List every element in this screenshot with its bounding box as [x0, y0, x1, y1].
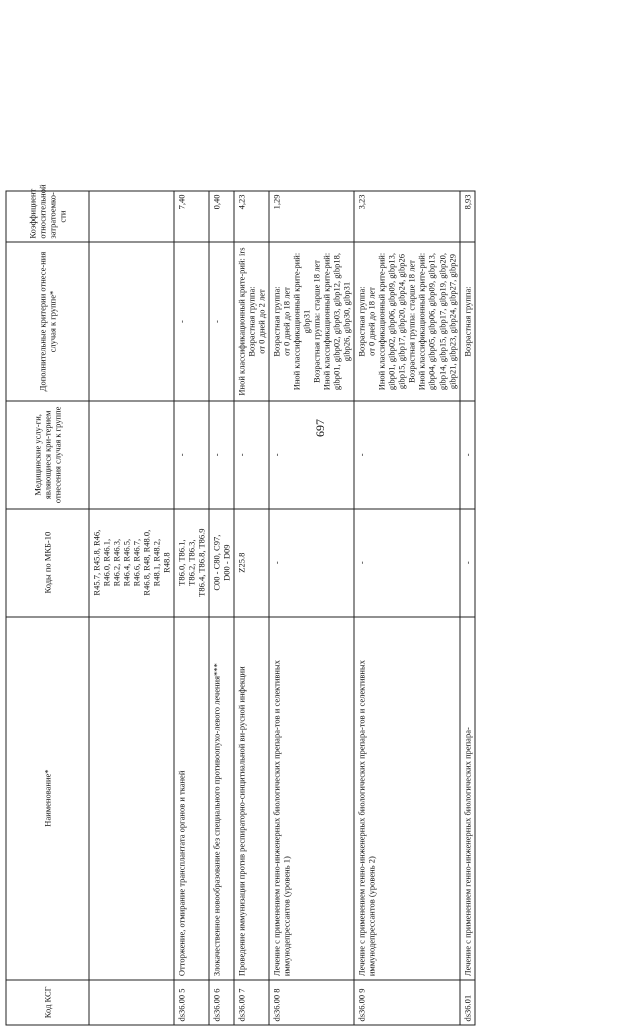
criteria-cell [354, 242, 459, 401]
mkb-code-line: R46.0, R46.1, [101, 538, 112, 587]
criteria-line: Возрастная группа: [462, 286, 473, 357]
ksg-table [6, 184, 476, 1026]
table-row [354, 191, 459, 1025]
criteria-cell [89, 242, 174, 401]
mkb-code-line: C00 - C80, C97, [211, 534, 222, 591]
mkb-code-line: D00 - D09 [221, 544, 232, 581]
mkb-code-line: R46.4, R46.5, [121, 538, 132, 587]
criteria-line: Возрастная группа: старше 18 лет [406, 260, 417, 383]
header-name: Наименование* [6, 617, 89, 980]
coefficient-cell [89, 191, 174, 242]
table-header-row [6, 191, 89, 1025]
criteria-cell [234, 242, 269, 401]
services-cell: - [354, 401, 459, 509]
ksg-code-cell [89, 980, 174, 1025]
mkb-codes-cell [460, 509, 475, 617]
criteria-cell [209, 242, 234, 401]
mkb-code-line: T86.4, T86.8, T86.9 [196, 528, 207, 597]
mkb-code-line: R46.2, R46.3, [111, 538, 122, 587]
mkb-codes-cell [174, 509, 209, 617]
mkb-codes-cell [234, 509, 269, 617]
ksg-code-cell: ds36.01 [460, 980, 475, 1025]
coefficient-cell: 4,23 [234, 191, 269, 242]
coefficient-cell: 3,23 [354, 191, 459, 242]
services-cell: - [234, 401, 269, 509]
ksg-name-cell: Лечение с применением генно-инженерных биологических препара-тов и селективных иммунодепрессантов (уровень 2) [354, 617, 459, 980]
ksg-name-cell: Злокачественное новообразование без специального противоопухо-левого лечения*** [209, 617, 234, 980]
header-criteria: Дополнительные критерии отнесе-ния случая к группе* [6, 242, 89, 401]
header-coefficient: Коэффициент относительной затратоемко-сти [6, 191, 89, 242]
ksg-name-cell: Отторжение, отмирание трансплантата органов и тканей [174, 617, 209, 980]
table-body [89, 191, 475, 1025]
criteria-line: от 0 дней до 18 лет [366, 287, 377, 356]
table-row [234, 191, 269, 1025]
coefficient-cell: 0,40 [209, 191, 234, 242]
criteria-line: - [176, 320, 187, 323]
mkb-codes-cell [209, 509, 234, 617]
table-row [269, 191, 354, 1025]
mkb-code-line: Z25.8 [236, 552, 247, 573]
services-cell: - [460, 401, 475, 509]
ksg-code-cell: ds36.00 6 [209, 980, 234, 1025]
criteria-line: - [211, 320, 222, 323]
coefficient-cell: 8,93 [460, 191, 475, 242]
ksg-name-cell [89, 617, 174, 980]
header-mkb: Коды по МКБ-10 [6, 509, 89, 617]
criteria-line: Возрастная группа: [356, 286, 367, 357]
criteria-cell [174, 242, 209, 401]
document-table-frame [6, 184, 566, 1026]
criteria-line: Возрастная группа: [271, 286, 282, 357]
criteria-cell [460, 242, 475, 401]
criteria-line: Иной классификационный крите-рий: gibp31 [291, 252, 312, 391]
table-row [460, 191, 475, 1025]
mkb-code-line: R46.6, R46.7, [131, 538, 142, 587]
mkb-code-line: - [356, 561, 367, 565]
mkb-codes-cell [269, 509, 354, 617]
mkb-code-line: R45.7, R45.8, R46, [91, 529, 102, 596]
criteria-line: Возрастная группа: старше 18 лет [311, 260, 322, 383]
services-cell: - [209, 401, 234, 509]
mkb-code-line: R48.1, R48.2, [151, 538, 162, 587]
criteria-line: от 0 дней до 2 лет [256, 289, 267, 354]
criteria-line: Возрастная группа: [246, 286, 257, 357]
mkb-code-line: R46.8, R48, R48.0, [141, 529, 152, 596]
criteria-line: Иной классификационный крите-рий: gibp04, gibp05, gibp06, gibp09, gibp13, gibp14, gibp15, gibp17, gibp19, gibp20, gibp21, gibp23, gibp24, gibp27, gibp29 [416, 252, 458, 391]
header-code: Код КСГ [6, 980, 89, 1025]
services-cell [89, 401, 174, 509]
coefficient-cell: 7,40 [174, 191, 209, 242]
ksg-code-cell: ds36.00 9 [354, 980, 459, 1025]
ksg-code-cell: ds36.00 8 [269, 980, 354, 1025]
criteria-line: Иной классификационный крите-рий: gibp01, gibp02, gibp03, gibp12, gibp18, gibp26, gibp30, gibp31 [321, 252, 352, 391]
ksg-name-cell: Проведение иммунизации против респираторно-синцитиальной ви-русной инфекции [234, 617, 269, 980]
ksg-name-cell: Лечение с применением генно-инженерных биологических препара- [460, 617, 475, 980]
mkb-code-line: R48.8 [161, 552, 172, 573]
criteria-line: от 0 дней до 18 лет [281, 287, 292, 356]
services-cell: - [174, 401, 209, 509]
page-number: 697 [313, 419, 327, 437]
table-row [209, 191, 234, 1025]
ksg-code-cell: ds36.00 5 [174, 980, 209, 1025]
mkb-code-line: T86.0, T86.1, [176, 539, 187, 586]
table-row [89, 191, 174, 1025]
ksg-name-cell: Лечение с применением генно-инженерных биологических препара-тов и селективных иммунодепрессантов (уровень 1) [269, 617, 354, 980]
header-services: Медицинские услу-ги, являющиеся кри-терием отнесения случая к группе [6, 401, 89, 509]
coefficient-cell: 1,29 [269, 191, 354, 242]
mkb-code-line: - [271, 561, 282, 565]
mkb-codes-cell [89, 509, 174, 617]
criteria-line: Иной классификационный крите-рий: irs [236, 247, 247, 396]
mkb-code-line: - [462, 561, 473, 565]
table-row [174, 191, 209, 1025]
mkb-codes-cell [354, 509, 459, 617]
criteria-cell [269, 242, 354, 401]
ksg-code-cell: ds36.00 7 [234, 980, 269, 1025]
services-cell: - [269, 401, 354, 509]
criteria-line: Иной классификационный крите-рий: gibp01, gibp02, gibp06, gibp09, gibp13, gibp15, gibp17, gibp20, gibp24, gibp26 [376, 252, 407, 391]
mkb-code-line: T86.2, T86.3, [186, 539, 197, 586]
